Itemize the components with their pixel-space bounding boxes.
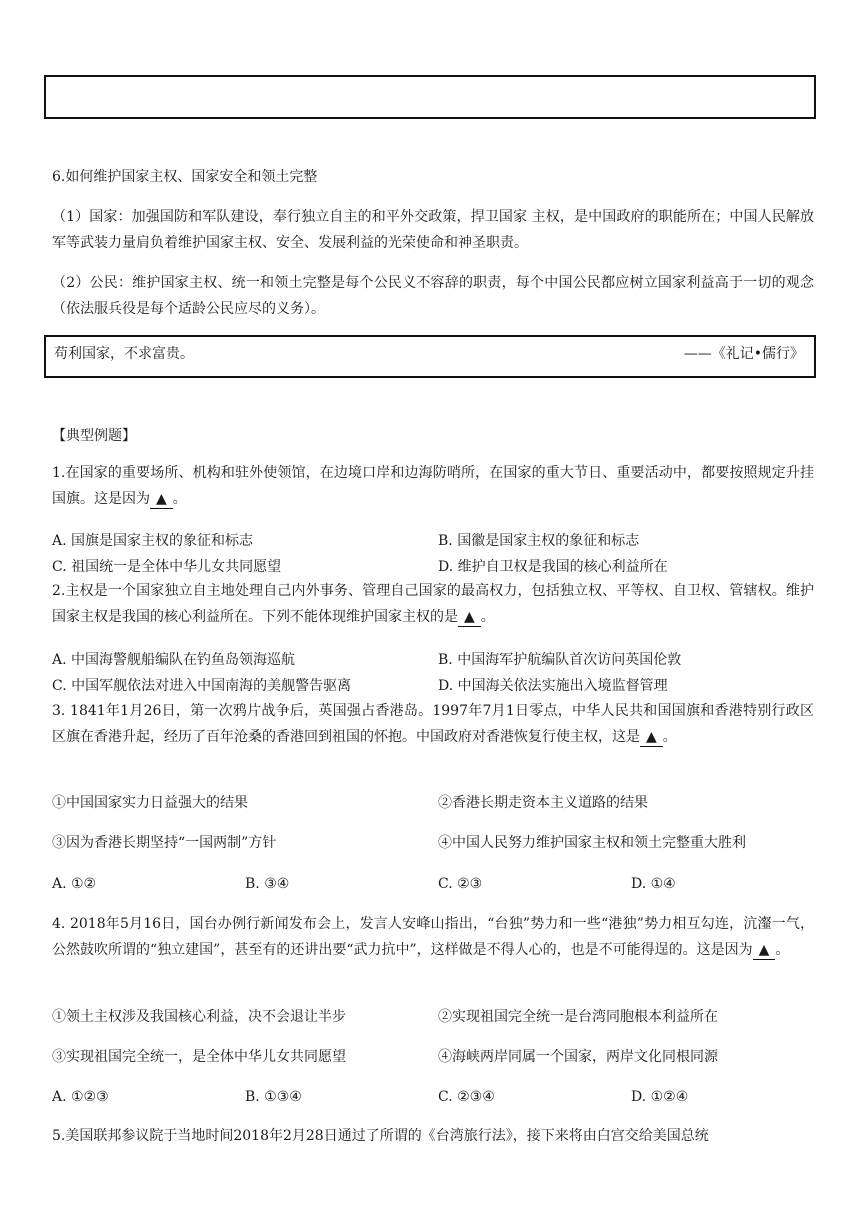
question-4-end: 。 xyxy=(775,942,790,958)
q2-option-d[interactable]: D. 中国海关依法实施出入境监督管理 xyxy=(438,678,668,694)
quote-text: 苟利国家，不求富贵。 xyxy=(54,346,194,362)
q4-statement-1: ①领土主权涉及我国核心利益，决不会退让半步 xyxy=(52,1009,346,1025)
question-4-stem: 4. 2018年5月16日，国台办例行新闻发布会上，发言人安峰山指出，“台独”势力和一些“港独”势力相互勾连，沆瀣一气，公然鼓吹所谓的“独立建国”，甚至有的还讲出要“武力抗中”，这样做是不得人心的，也是不可能得逞的。这是因为 xyxy=(52,916,814,958)
q1-option-b[interactable]: B. 国徽是国家主权的象征和标志 xyxy=(438,533,640,549)
question-3-stem: 3. 1841年1月26日，第一次鸦片战争后，英国强占香港岛。1997年7月1日零点，中华人民共和国国旗和香港特别行政区区旗在香港升起，经历了百年沧桑的香港回到祖国的怀抱。中国政府对香港恢复行使主权，这是 xyxy=(52,703,814,745)
question-2 xyxy=(52,578,814,630)
question-4 xyxy=(52,911,814,963)
section-heading: 6.如何维护国家主权、国家安全和领土完整 xyxy=(52,169,318,185)
q4-option-b[interactable]: B. ①③④ xyxy=(245,1089,302,1105)
answer-blank[interactable]: ▲ xyxy=(150,490,173,509)
question-1-end: 。 xyxy=(172,491,187,507)
q3-statement-1: ①中国国家实力日益强大的结果 xyxy=(52,795,248,811)
q4-statement-3: ③实现祖国完全统一，是全体中华儿女共同愿望 xyxy=(52,1049,346,1065)
top-empty-box xyxy=(44,75,816,119)
q3-option-d[interactable]: D. ①④ xyxy=(631,876,676,892)
answer-blank[interactable]: ▲ xyxy=(753,941,776,960)
question-2-stem: 2.主权是一个国家独立自主地处理自己内外事务、管理自己国家的最高权力，包括独立权、平等权、自卫权、管辖权。维护国家主权是我国的核心利益所在。下列不能体现维护国家主权的是 xyxy=(52,583,814,625)
question-2-end: 。 xyxy=(480,609,495,625)
q3-option-c[interactable]: C. ②③ xyxy=(438,876,483,892)
q1-option-a[interactable]: A. 国旗是国家主权的象征和标志 xyxy=(52,533,254,549)
question-1-stem: 1.在国家的重要场所、机构和驻外使领馆，在边境口岸和边海防哨所，在国家的重大节日、重要活动中，都要按照规定升挂国旗。这是因为 xyxy=(52,465,814,507)
quote-source: ——《礼记•儒行》 xyxy=(683,346,804,362)
q3-option-a[interactable]: A. ①② xyxy=(52,876,97,892)
question-3 xyxy=(52,698,814,750)
q1-option-d[interactable]: D. 维护自卫权是我国的核心利益所在 xyxy=(438,559,668,575)
q3-statement-3: ③因为香港长期坚持“一国两制”方针 xyxy=(52,835,277,851)
q2-option-a[interactable]: A. 中国海警舰船编队在钓鱼岛领海巡航 xyxy=(52,652,296,668)
quote-box xyxy=(44,335,816,378)
answer-blank[interactable]: ▲ xyxy=(458,608,481,627)
q4-option-c[interactable]: C. ②③④ xyxy=(438,1089,495,1105)
examples-heading: 【典型例题】 xyxy=(52,428,136,444)
q2-option-b[interactable]: B. 中国海军护航编队首次访问英国伦敦 xyxy=(438,652,682,668)
q4-option-d[interactable]: D. ①②④ xyxy=(631,1089,689,1105)
q1-option-c[interactable]: C. 祖国统一是全体中华儿女共同愿望 xyxy=(52,559,282,575)
q3-statement-2: ②香港长期走资本主义道路的结果 xyxy=(438,795,648,811)
paragraph-state: （1）国家：加强国防和军队建设，奉行独立自主的和平外交政策，捍卫国家 主权，是中国政府的职能所在；中国人民解放军等武装力量肩负着维护国家主权、安全、发展利益的光荣使命和神圣职责。 xyxy=(52,209,814,251)
answer-blank[interactable]: ▲ xyxy=(640,728,663,747)
q2-option-c[interactable]: C. 中国军舰依法对进入中国南海的美舰警告驱离 xyxy=(52,678,352,694)
q4-option-a[interactable]: A. ①②③ xyxy=(52,1089,109,1105)
question-5-stem: 5.美国联邦参议院于当地时间2018年2月28日通过了所谓的《台湾旅行法》，接下来将由白宫交给美国总统 xyxy=(52,1128,709,1144)
q4-statement-2: ②实现祖国完全统一是台湾同胞根本利益所在 xyxy=(438,1009,718,1025)
q3-option-b[interactable]: B. ③④ xyxy=(245,876,290,892)
paragraph-citizen: （2）公民：维护国家主权、统一和领土完整是每个公民义不容辞的职责，每个中国公民都应树立国家利益高于一切的观念（依法服兵役是每个适龄公民应尽的义务）。 xyxy=(52,275,814,317)
q3-statement-4: ④中国人民努力维护国家主权和领土完整重大胜利 xyxy=(438,835,746,851)
question-1 xyxy=(52,460,814,512)
question-3-end: 。 xyxy=(662,729,677,745)
q4-statement-4: ④海峡两岸同属一个国家，两岸文化同根同源 xyxy=(438,1049,718,1065)
